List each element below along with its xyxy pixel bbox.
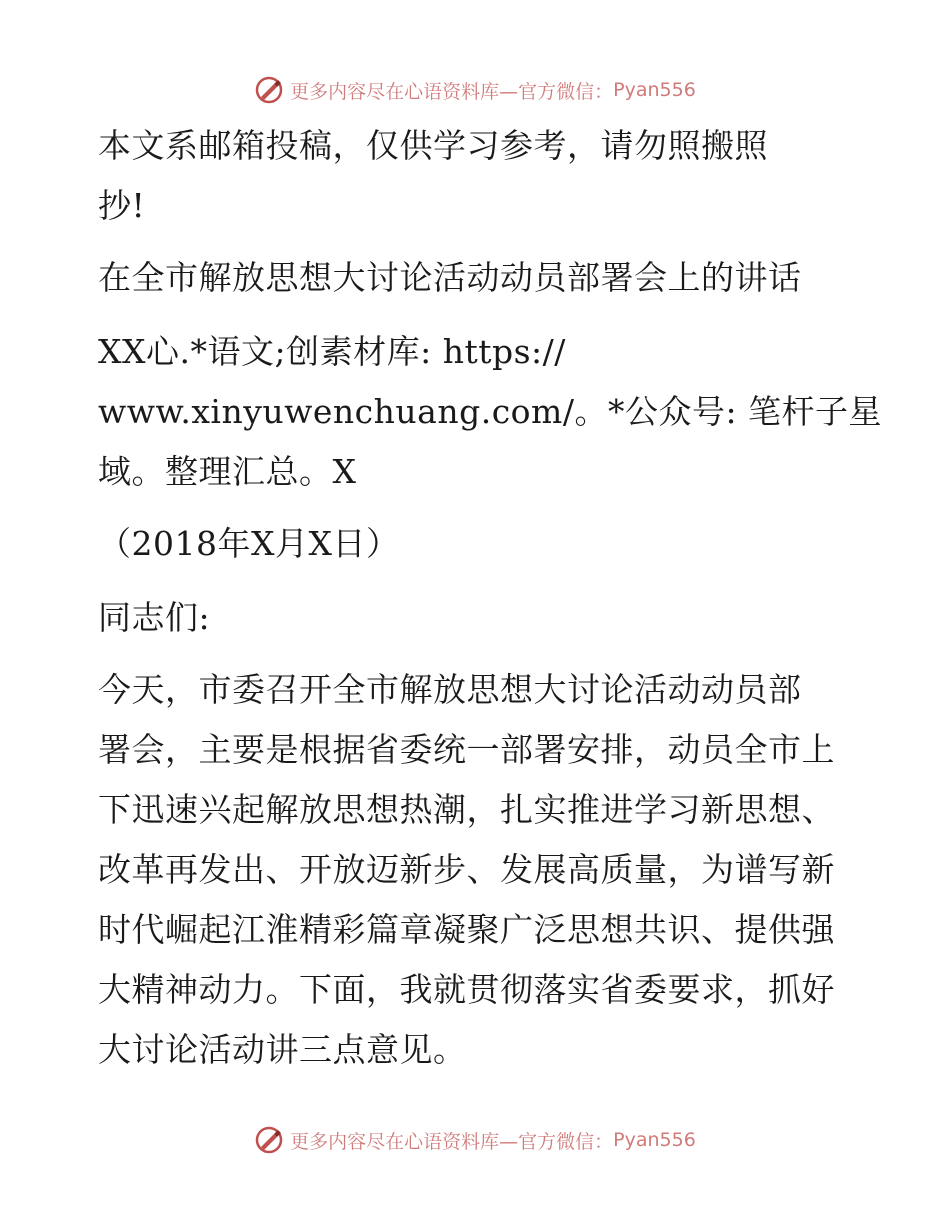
watermark-wechat-id: Pyan556 (613, 1129, 696, 1151)
salutation: 同志们: (98, 598, 211, 637)
pen-logo-icon (254, 75, 284, 105)
pen-logo-icon (254, 1125, 284, 1155)
source-line-2: www.xinyuwenchuang.com/。*公众号: 笔杆子星 (98, 392, 883, 431)
body-line-2: 署会，主要是根据省委统一部署安排，动员全市上 (98, 730, 835, 769)
source-line-1: XX心.*语文;创素材库: https:// (98, 332, 566, 371)
body-line-7: 大讨论活动讲三点意见。 (98, 1030, 467, 1069)
speech-date: （2018年X月X日） (98, 524, 400, 563)
body-line-3: 下迅速兴起解放思想热潮，扎实推进学习新思想、 (98, 790, 835, 829)
notice-line-1: 本文系邮箱投稿，仅供学习参考，请勿照搬照 (98, 126, 768, 165)
watermark-text: 更多内容尽在心语资料库—官方微信： (290, 80, 614, 103)
notice-line-2: 抄! (98, 186, 146, 225)
source-line-3: 域。整理汇总。X (98, 452, 357, 491)
footer-watermark-banner (0, 1120, 950, 1160)
body-line-5: 时代崛起江淮精彩篇章凝聚广泛思想共识、提供强 (98, 910, 835, 949)
header-watermark-banner (0, 70, 950, 110)
watermark-wechat-id: Pyan556 (613, 79, 696, 101)
speech-title: 在全市解放思想大讨论活动动员部署会上的讲话 (98, 258, 802, 297)
body-line-1: 今天，市委召开全市解放思想大讨论活动动员部 (98, 670, 802, 709)
body-line-6: 大精神动力。下面，我就贯彻落实省委要求，抓好 (98, 970, 835, 1009)
body-line-4: 改革再发出、开放迈新步、发展高质量，为谱写新 (98, 850, 835, 889)
watermark-text: 更多内容尽在心语资料库—官方微信： (290, 1130, 614, 1153)
